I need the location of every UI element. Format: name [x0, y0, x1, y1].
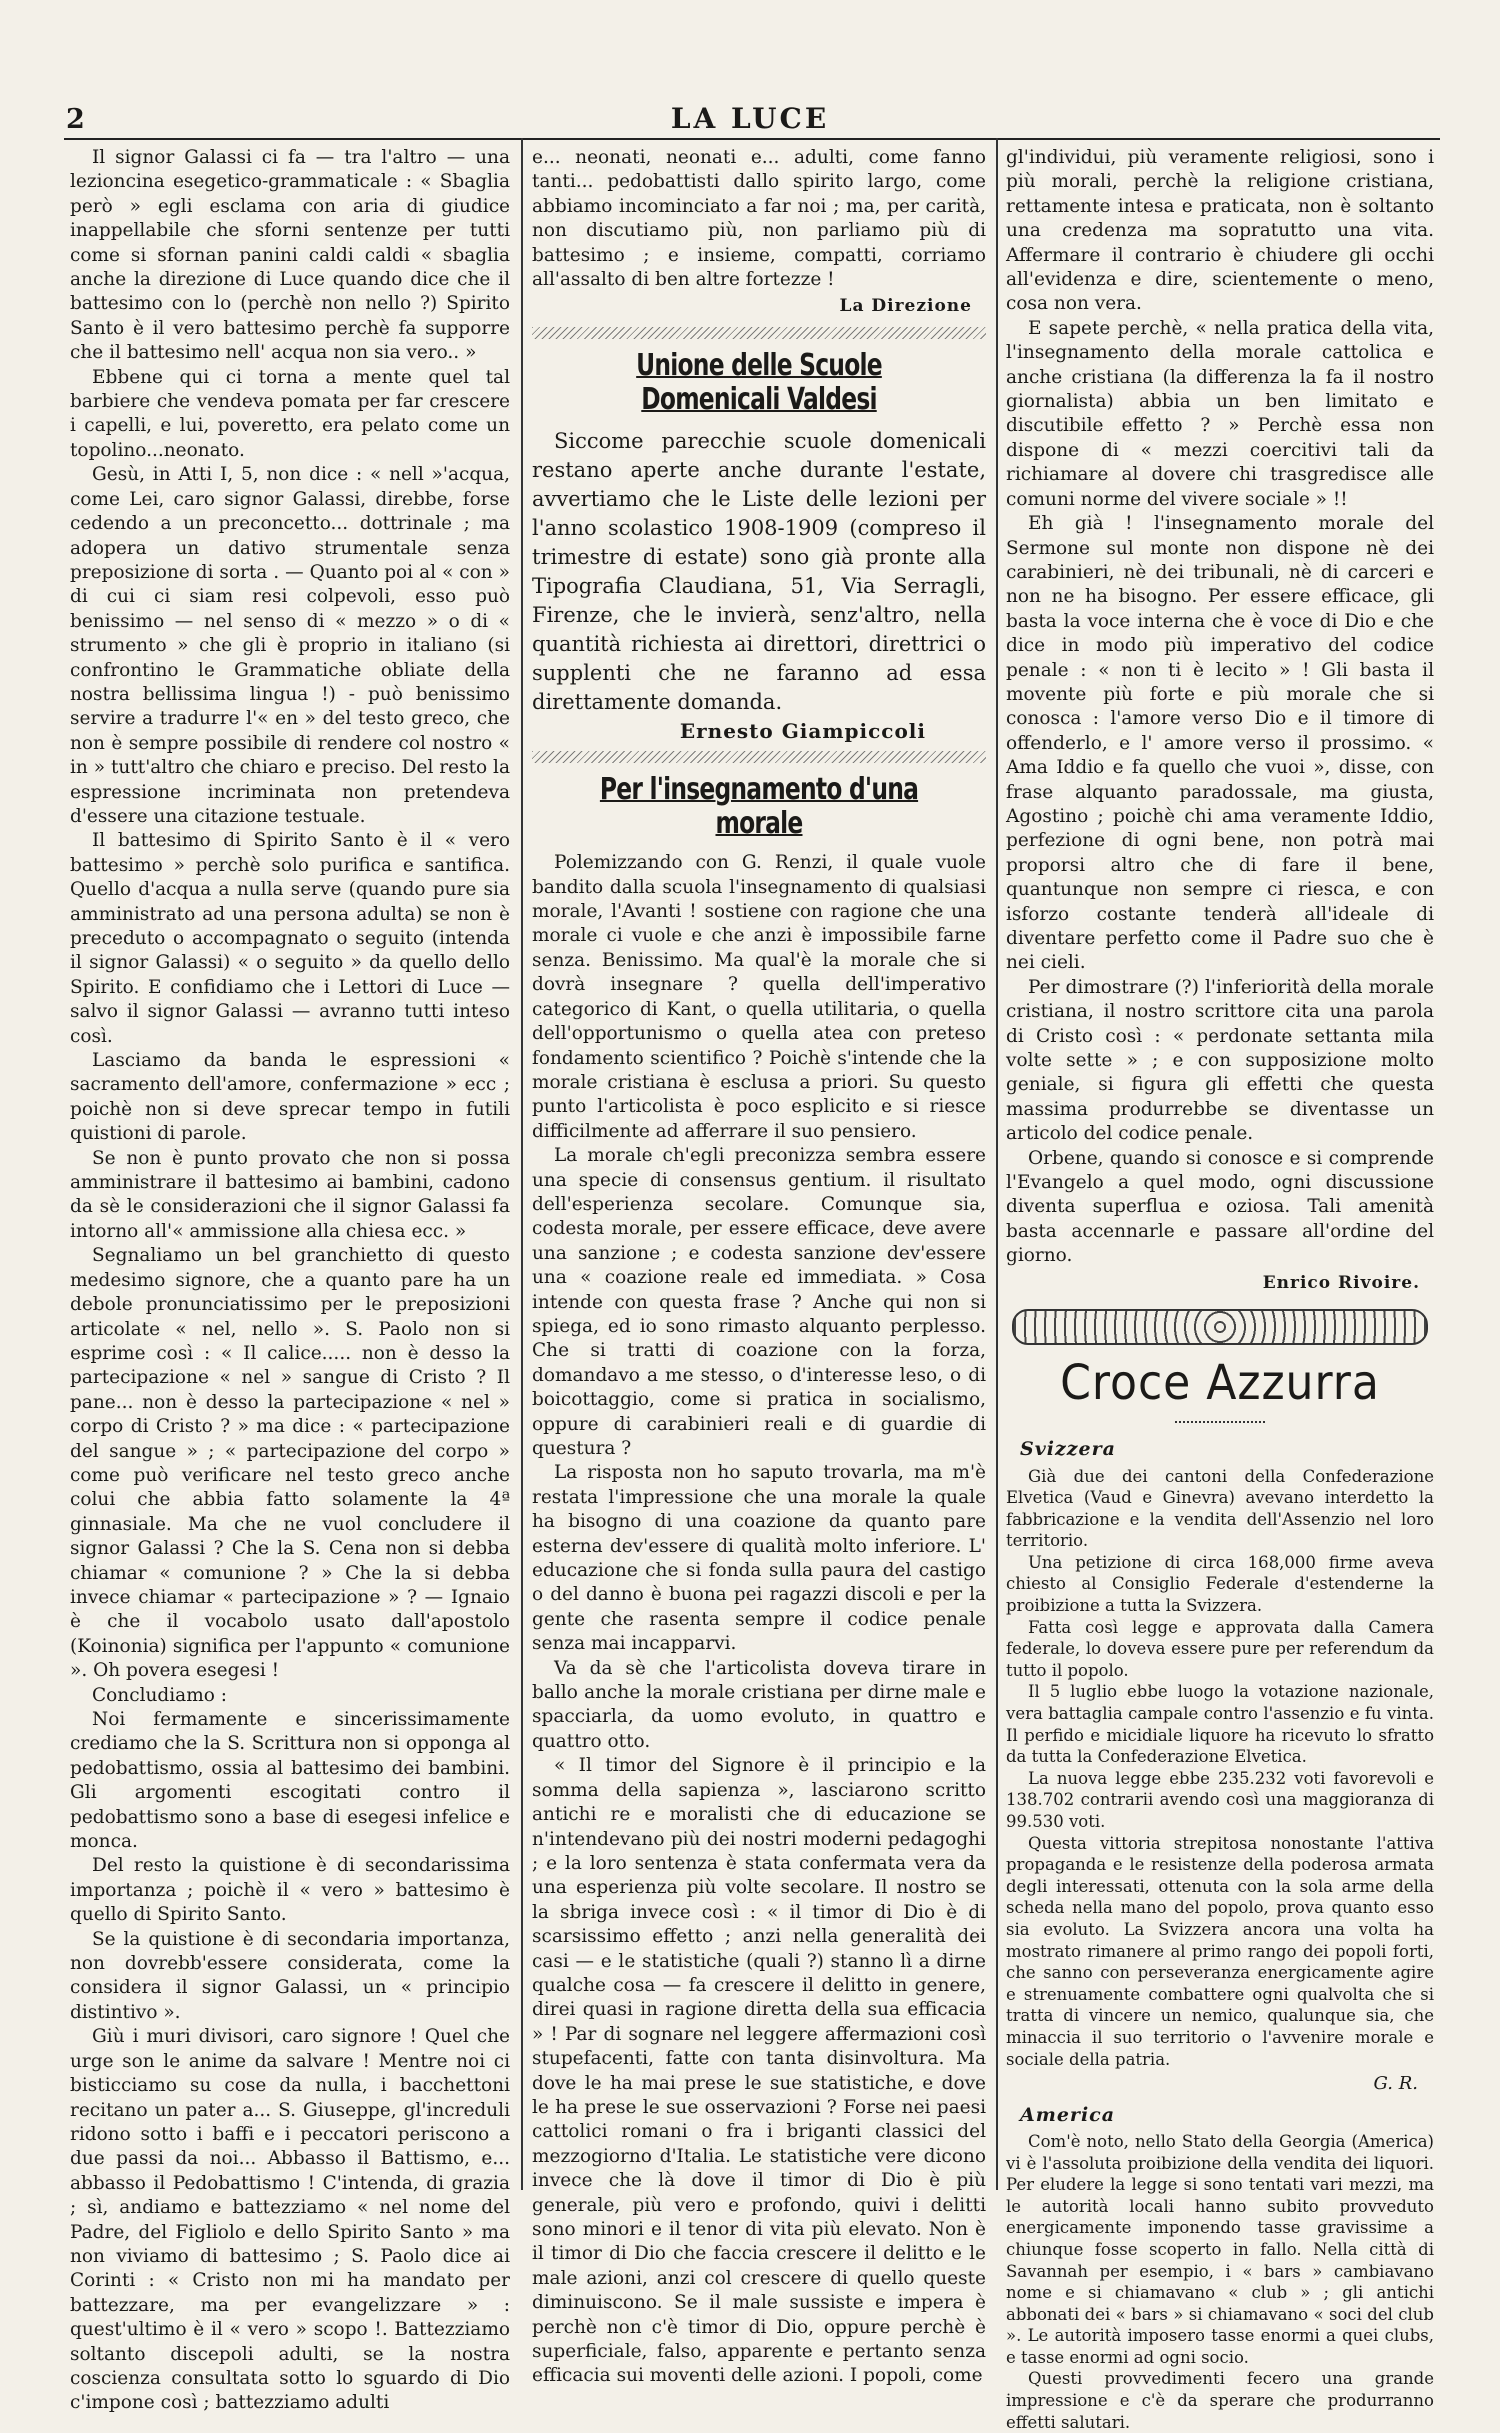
paragraph: Va da sè che l'articolista doveva tirare in ballo anche la morale cristiana per dirne male e spacciarla, da uomo evoluto, in quattro e quattro otto. [532, 1657, 986, 1752]
paragraph: Noi fermamente e sincerissimamente crediamo che la S. Scrittura non si opponga al pedobattismo, ossia al battesimo dei bambini. Gli argomenti escogitati contro il pedobattismo sono a base di esegesi infelice e monca. [70, 1709, 510, 1853]
paragraph: Una petizione di circa 168,000 firme aveva chiesto al Consiglio Federale d'estenderne la proibizione a tutta la Svizzera. [1006, 1552, 1434, 1616]
column-divider-2 [996, 138, 998, 2190]
column-3 [1006, 146, 1434, 2432]
paragraph: Del resto la quistione è di secondarissima importanza ; poichè il « vero » battesimo è quello di Spirito Santo. [70, 1855, 510, 1926]
header-rule [64, 138, 1440, 140]
signature-rivoire: Enrico Rivoire. [1262, 1272, 1420, 1293]
unione-article [532, 427, 986, 717]
paragraph: Fatta così legge e approvata dalla Camera federale, lo doveva essere pure per referendum da tutto il popolo. [1006, 1617, 1434, 1680]
signature-gr: G. R. [1373, 2073, 1418, 2095]
paragraph: E sapete perchè, « nella pratica della vita, l'insegnamento della morale cattolica e anche cristiana (la differenza la fa il nostro giornalista) abbia un ben limitato e discutibile effetto ? » Perchè essa non dispone di « mezzi coercitivi tali da richiamare al dovere chi trasgredisce alle comuni norme del vivere sociale » !! [1006, 317, 1434, 510]
signature-giampiccoli: Ernesto Giampiccoli [679, 718, 926, 743]
paragraph: Il signor Galassi ci fa — tra l'altro — una lezioncina esegetico-grammaticale : « Sbaglia però » egli esclama con aria di giudice inappellabile che sforni sentenze per tutti come si sfornan panini caldi caldi « sbaglia anche la direzione di Luce quando dice che il battesimo con lo (perchè non nello ?) Spirito Santo è il vero battesimo perchè fa supporre che il battesimo nell' acqua non sia vero.. » [70, 147, 510, 364]
column-divider-1 [521, 138, 523, 2190]
paragraph: Se non è punto provato che non si possa amministrare il battesimo ai bambini, cadono da sè le considerazioni che il signor Galassi fa intorno all'« ammissione alla chiesa ecc. » [70, 1147, 510, 1242]
paragraph: Già due dei cantoni della Confederazione Elvetica (Vaud e Ginevra) avevano interdetto la fabbricazione e la vendita dell'Assenzio nel loro territorio. [1006, 1466, 1434, 1551]
paragraph: « Il timor del Signore è il principio e la somma della sapienza », lasciarono scritto antichi re e moralisti che di educazione se n'intendevano più dei nostri moderni pedagoghi ; e la loro sentenza è stata confermata vera da una esperienza più volte secolare. Il nostro se la sbriga invece così : « il timor di Dio è di scarsissimo effetto ; anzi nella generalità dei casi — e le statistiche (quali ?) stanno lì a dirne qualche cosa — fa crescere il delitto in genere, direi quasi in ragione diretta della sua efficacia » ! Par di sognare nel leggere affermazioni così stupefacenti, fatte con tanta disinvoltura. Ma dove le ha mai prese le sue statistiche, e dove le ha prese le sue osservazioni ? Forse nei paesi cattolici romani o fra i briganti classici del mezzogiorno d'Italia. Le statistiche vere dicono invece che là dove il timor di Dio è più generale, più vero e profondo, quivi i delitti sono minori e il tenor di vita più elevato. Non è il timor di Dio che faccia crescere il delitto e le male azioni, anzi col crescere di quello queste diminuiscono. Se il male sussiste e impera è perchè non c'è timor di Dio, oppure perchè è superficiale, falso, apparente e pertanto senza efficacia sui moventi delle azioni. I popoli, come [532, 1755, 986, 2387]
croce-azzurra-section [1006, 1437, 1434, 2433]
ornamental-border [1012, 1309, 1428, 1345]
divider-rule [532, 327, 986, 339]
title-flourish [1175, 1411, 1265, 1423]
paragraph: Questi provvedimenti fecero una grande impressione e c'è da sperare che produrranno effetti salutari. [1006, 2369, 1434, 2432]
paragraph: Il 5 luglio ebbe luogo la votazione nazionale, vera battaglia campale contro l'assenzio e fu vinta. Il perfido e micidiale liquore ha ricevuto lo sfratto da tutta la Confederazione Elvetica. [1006, 1682, 1434, 1767]
column-1 [70, 146, 510, 2414]
column-2 [532, 146, 986, 2387]
heading-unione: Unione delle Scuole Domenicali Valdesi [636, 347, 882, 417]
heading-croce-azzurra: Croce Azzurra [1060, 1355, 1380, 1412]
paragraph: La nuova legge ebbe 235.232 voti favorevoli e 138.702 contrarii avendo così una maggioranza di 99.530 voti. [1006, 1768, 1434, 1831]
masthead: LA LUCE [670, 102, 830, 135]
paragraph: La morale ch'egli preconizza sembra essere una specie di consensus gentium. il risultato dell'esperienza secolare. Comunque sia, codesta morale, per essere efficace, deve avere una sanzione ; e codesta sanzione dev'essere una « coazione reale ed immediata. » Cosa intende con questa frase ? Anche qui non si spiega, ed io sono rimasto alquanto perplesso. Che si tratti di coazione con la forza, domandavo a me stesso, o d'interesse leso, o di boicottaggio, come si pratica in socialismo, oppure di carabinieri reali e di guardie di questura ? [532, 1145, 986, 1459]
paragraph: Concludiamo : [92, 1684, 227, 1706]
paragraph: Se la quistione è di secondaria importanza, non dovrebb'essere considerata, come la considera il signor Galassi, un « principio distintivo ». [70, 1928, 510, 2023]
paragraph: Eh già ! l'insegnamento morale del Sermone sul monte non dispone nè dei carabinieri, nè dei tribunali, nè di carceri e non ne ha bisogno. Per essere efficace, gli basta la voce interna che è voce di Dio e che dice in modo più imperativo del codice penale : « non ti è lecito » ! Gli basta il movente più forte e più morale che si conosca : l'amore verso Dio e il timore di offenderlo, e l' amore verso il prossimo. « Ama Iddio e fa quello che vuoi », disse, con frase alquanto paradossale, ma giusta, Agostino ; poichè chi ama veramente Iddio, perfezione di ogni bene, non potrà mai proporsi altro che di fare il bene, quantunque non sempre ci riesca, e con isforzo costante tenderà all'ideale di diventare perfetto come il Padre suo che è nei cieli. [1006, 513, 1434, 974]
paragraph: Orbene, quando si conosce e si comprende l'Evangelo a quel modo, ogni discussione diventa superflua e oziosa. Tali amenità basta accennarle e passare all'ordine del giorno. [1006, 1147, 1434, 1267]
paragraph: Per dimostrare (?) l'inferiorità della morale cristiana, il nostro scrittore cita una parola di Cristo così : « perdonate settanta mila volte sette » ; e con supposizione molto geniale, si figura gli effetti che questa massima produrrebbe se diventasse un articolo del codice penale. [1006, 976, 1434, 1145]
signature-direzione: La Direzione [839, 296, 972, 317]
page-number: 2 [66, 104, 85, 135]
paragraph: Polemizzando con G. Renzi, il quale vuole bandito dalla scuola l'insegnamento di qualsiasi morale, l'Avanti ! sostiene con ragione che una morale ci vuole e che anzi è impossibile farne senza. Benissimo. Ma qual'è la morale che si dovrà insegnare ? quella dell'imperativo categorico di Kant, o quella utilitaria, o quella dell'opportunismo o quella atea con preteso fondamento scientifico ? Poichè s'intende che la morale cristiana è esclusa a priori. Su questo punto l'articolista è poco esplicito e si riesce difficilmente ad afferrare il suo pensiero. [532, 852, 986, 1142]
divider-rule [532, 751, 986, 763]
heading-morale: Per l'insegnamento d'una morale [599, 772, 919, 842]
intro-paragraph: e... neonati, neonati e... adulti, come fanno tanti... pedobattisti dallo spirito largo, come abbiamo incominciato a far noi ; ma, per carità, non discutiamo più, non parliamo più di battesimo ; e insieme, compatti, corriamo all'assalto di ben altre fortezze ! [532, 147, 986, 291]
paragraph: Ebbene qui ci torna a mente quel tal barbiere che vendeva pomata per far crescere i capelli, e lui, poveretto, era pelato come un topolino...neonato. [70, 366, 510, 461]
paragraph: Siccome parecchie scuole domenicali restano aperte anche durante l'estate, avvertiamo che le Liste delle lezioni per l'anno scolastico 1908-1909 (compreso il trimestre di estate) sono già pronte alla Tipografia Claudiana, 51, Via Serragli, Firenze, che le invierà, senz'altro, nella quantità richiesta ai direttori, direttrici o supplenti che ne faranno ad essa direttamente domanda. [532, 428, 986, 714]
paragraph: gl'individui, più veramente religiosi, sono i più morali, perchè la religione cristiana, rettamente intesa e praticata, non è soltanto una credenza ma sopratutto una vita. Affermare il contrario è chiudere gli occhi all'evidenza e dire, scientemente o meno, cosa non vera. [1006, 147, 1434, 315]
paragraph: La risposta non ho saputo trovarla, ma m'è restata l'impressione che una morale la quale ha bisogno di una coazione da quanto pare esterna dev'essere di qualità molto inferiore. L' educazione che si fonda sulla paura del castigo o del danno è buona pei ragazzi discoli e per la gente che rasenta sempre il codice penale senza mai incapparvi. [532, 1462, 986, 1655]
paragraph: Il battesimo di Spirito Santo è il « vero battesimo » perchè solo purifica e santifica. Quello d'acqua a nulla serve (quando pure sia amministrato ad una persona adulta) se non è preceduto o accompagnato o seguito (intenda il signor Galassi) « o seguito » da quello dello Spirito. E confidiamo che i Lettori di Luce — salvo il signor Galassi — avranno tutti inteso così. [70, 830, 510, 1047]
paragraph: Giù i muri divisori, caro signore ! Quel che urge son le anime da salvare ! Mentre noi ci bisticciamo su cose da nulla, i bacchettoni recitano un pater a... S. Giuseppe, gl'increduli ridono sotto i baffi e i peccatori periscono a due passi da noi... Abbasso il Battismo, e... abbasso il Pedobattismo ! C'intenda, di grazia ; sì, andiamo e battezziamo « nel nome del Padre, del Figliolo e dello Spirito Santo » ma non viviamo di battesimo ; S. Paolo dice ai Corinti : « Cristo non mi ha mandato per battezzare, ma per evangelizzare » : quest'ultimo è il « vero » scopo !. Battezziamo soltanto discepoli adulti, se la nostra coscienza consultata sotto lo sguardo di Dio c'impone così ; battezziamo adulti [70, 2026, 510, 2414]
paragraph: Com'è noto, nello Stato della Georgia (America) vi è l'assoluta proibizione della vendita dei liquori. Per eludere la legge si sono tentati vari mezzi, ma le autorità locali hanno subito provveduto energicamente imponendo tasse gravissime a chiunque fosse scoperto in fallo. Nella città di Savannah per esempio, i « bars » cambiavano nome e si chiamavano « club » ; gli antichi abbonati dei « bars » si chiamavano « soci del club ». Le autorità imposero tasse enormi a quei clubs, e tasse enormi ad ogni socio. [1006, 2131, 1434, 2367]
paragraph: Questa vittoria strepitosa nonostante l'attiva propaganda e le resistenze della poderosa armata degli interessati, ottenuta con la sola arme della scheda nella mano del popolo, prova quanto esso sia evoluto. La Svizzera ancora una volta ha mostrato rimanere al primo rango dei popoli forti, che sanno con perseveranza energicamente agire e strenuamente combattere ogni qualvolta che si tratta di vincere un nemico, qualunque sia, che minaccia il suo territorio o l'avvenire morale e sociale della patria. [1006, 1833, 1434, 2069]
paragraph: Segnaliamo un bel granchietto di questo medesimo signore, che a quanto pare ha un debole pronunciatissimo per le preposizioni articolate « nel, nello ». S. Paolo non si esprime così : « Il calice..... non è desso la partecipazione « nel » sangue di Cristo ? Il pane... non è desso la partecipazione « nel » corpo di Cristo ? » ma dice : « partecipazione del sangue » ; « partecipazione del corpo » come può verificare nel testo greco anche colui che abbia fatto solamente la 4ª ginnasiale. Ma che ne vuol concludere il signor Galassi ? Che la S. Cena non si debba chiamar « comunione ? » Che la si debba invece chiamar « partecipazione » ? — Ignaio è che il vocabolo usato dall'apostolo (Koinonia) significa per l'appunto « comunione ». Oh povera esegesi ! [70, 1245, 510, 1682]
subheading-svizzera: Svizzera [1020, 1438, 1116, 1461]
paragraph: Lasciamo da banda le espressioni « sacramento dell'amore, confermazione » ecc ; poichè non si deve sprecar tempo in futili quistioni di parole. [70, 1050, 510, 1145]
subheading-america: America [1020, 2103, 1116, 2126]
paragraph: Gesù, in Atti I, 5, non dice : « nell »'acqua, come Lei, caro signor Galassi, direbbe, forse cedendo a un preconcetto... dottrinale ; ma adopera un dativo strumentale senza preposizione di sorta . — Quanto poi al « con » di cui ci siam resi colpevoli, esso può benissimo — nel senso di « mezzo » o di « strumento » che gli è proprio in italiano (si confrontino le Grammatiche obliate della nostra bellissima lingua !) - può benissimo servire a tradurre l'« en » del testo greco, che non è sempre possibile di rendere col nostro « in » tutt'altro che chiaro e preciso. Del resto la espressione incriminata non pretendeva d'essere una citazione testuale. [70, 464, 510, 827]
